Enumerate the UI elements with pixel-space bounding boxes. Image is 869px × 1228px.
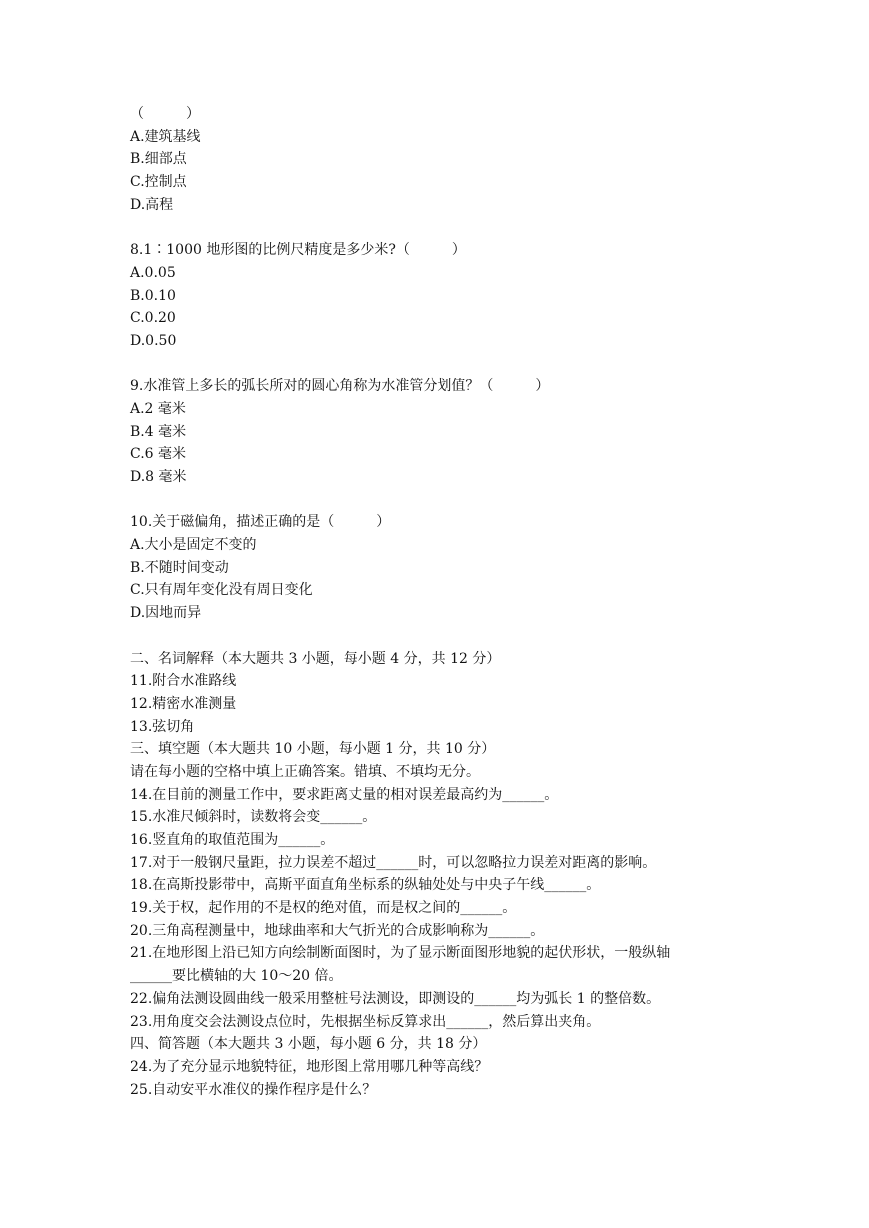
option-a: A.0.05 [130,264,176,281]
question-9: 9.水准管上多长的弧长所对的圆心角称为水准管分划值？（ ） [130,378,550,395]
question-11: 11.附合水准路线 [130,673,237,690]
question-20: 20.三角高程测量中，地球曲率和大气折光的合成影响称为______。 [130,922,545,939]
option-c: C.控制点 [130,174,187,191]
question-8: 8.1∶1000 地形图的比例尺精度是多少米?（ ） [130,242,466,259]
question-23: 23.用角度交会法测设点位时，先根据坐标反算求出______，然后算出夹角。 [130,1013,601,1030]
option-a: A.大小是固定不变的 [130,537,257,554]
blank-line [130,489,770,512]
question-12: 12.精密水准测量 [130,695,237,712]
question-17: 17.对于一般钢尺量距，拉力误差不超过______时，可以忽略拉力误差对距离的影响。 [130,854,657,871]
question-14: 14.在目前的测量工作中，要求距离丈量的相对误差最高约为______。 [130,786,559,803]
option-c: C.0.20 [130,310,176,327]
section-3-instruction: 请在每小题的空格中填上正确答案。错填、不填均无分。 [130,763,480,780]
blank-line [130,625,770,648]
question-25: 25.自动安平水准仪的操作程序是什么？ [130,1081,377,1098]
question-21-continued: ______要比横轴的大 10～20 倍。 [130,968,343,985]
option-a: A.建筑基线 [130,128,201,145]
option-c: C.6 毫米 [130,446,187,463]
section-3-heading: 三、填空题（本大题共 10 小题，每小题 1 分，共 10 分） [130,741,496,758]
question-16: 16.竖直角的取值范围为______。 [130,832,335,848]
option-a: A.2 毫米 [130,400,186,417]
option-c: C.只有周年变化没有周日变化 [130,582,313,599]
option-d: D.因地而异 [130,605,202,622]
option-d: D.0.50 [130,332,177,349]
question-10: 10.关于磁偏角，描述正确的是（ ） [130,514,391,531]
option-d: D.高程 [130,196,174,213]
blank-line [130,216,770,239]
option-d: D.8 毫米 [130,469,187,485]
question-22: 22.偏角法测设圆曲线一般采用整桩号法测设，即测设的______均为弧长 1 的整倍数。 [130,990,661,1007]
section-2-heading: 二、名词解释（本大题共 3 小题，每小题 4 分，共 12 分） [130,650,501,667]
blank-line [130,353,770,376]
option-b: B.0.10 [130,287,176,304]
question-19: 19.关于权，起作用的不是权的绝对值，而是权之间的______。 [130,900,517,917]
section-4-heading: 四、简答题（本大题共 3 小题，每小题 6 分，共 18 分） [130,1036,487,1053]
option-b: B.细部点 [130,151,187,168]
option-b: B.不随时间变动 [130,559,229,576]
question-13: 13.弦切角 [130,718,195,735]
question-21: 21.在地形图上沿已知方向绘制断面图时，为了显示断面图形地貌的起伏形状，一般纵轴 [130,945,671,962]
question-24: 24.为了充分显示地貌特征，地形图上常用哪几种等高线？ [130,1058,489,1075]
exam-page [130,103,770,1101]
question-18: 18.在高斯投影带中，高斯平面直角坐标系的纵轴处处与中央子午线______。 [130,877,601,894]
question-15: 15.水准尺倾斜时，读数将会变______。 [130,809,377,826]
answer-bracket: （ ） [130,106,200,122]
option-b: B.4 毫米 [130,423,187,440]
